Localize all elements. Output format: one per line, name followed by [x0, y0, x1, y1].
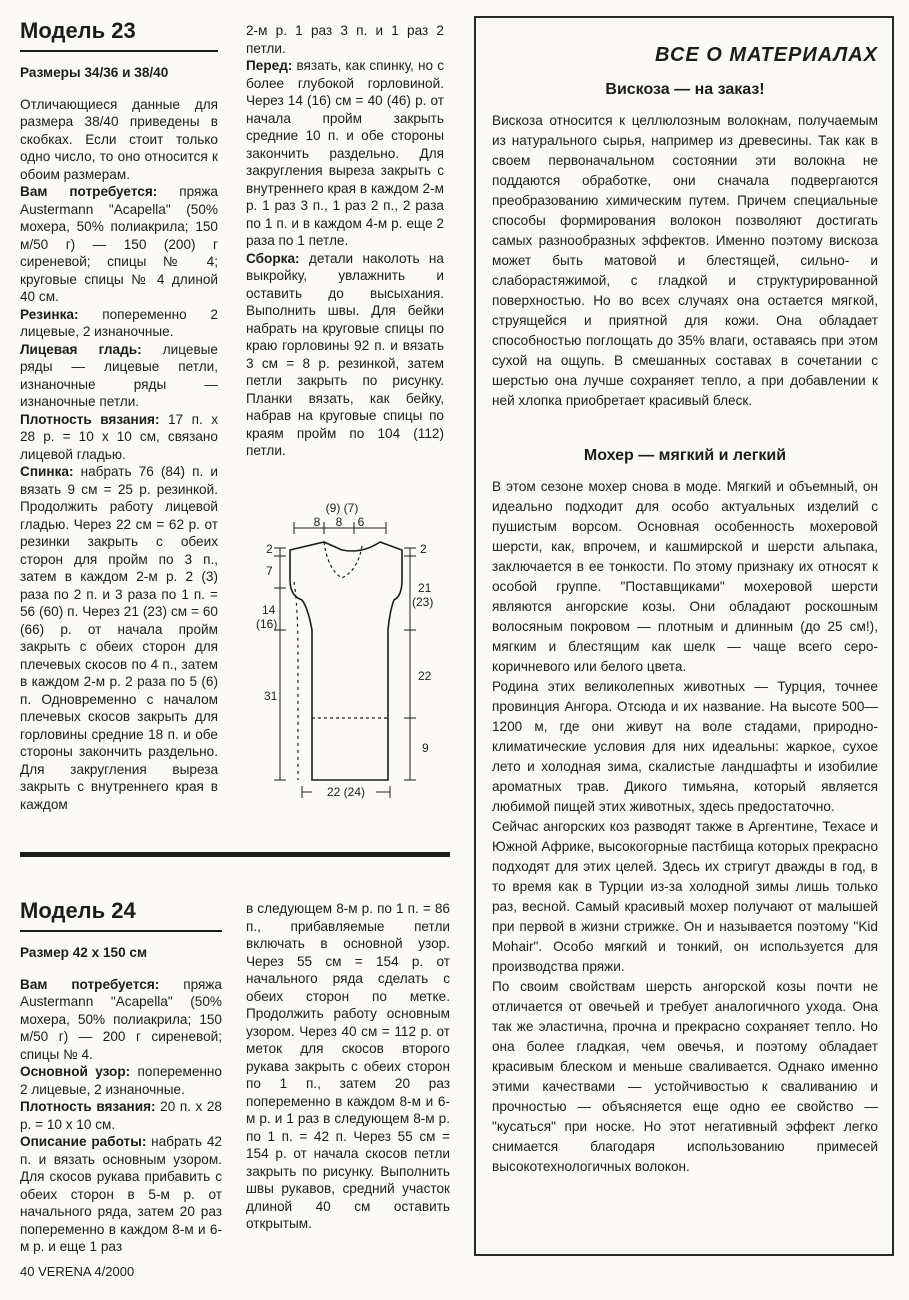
model23-col2-label: Перед:: [246, 58, 293, 73]
viscose-title: Вискоза — на заказ!: [605, 81, 765, 98]
model23-col1-paragraph: Плотность вязания: 17 п. х 28 р. = 10 х 10 см, связано лицевой гладью.: [20, 411, 218, 462]
model24-col1-paragraph: Основной узор: попеременно 2 лицевые, 2 изнаночные.: [20, 1064, 222, 1097]
model23-col1-paragraph: Вам потребуется: пряжа Austermann "Acapella" (50% мохера, 50% полиакрила; 150 м/50 г) — 150 (200) г сиреневой; спицы № 4; круговые спицы № 4 длиной 40 см.: [20, 184, 218, 304]
model23-col2-paragraph: Сборка: детали наколоть на выкройку, увлажнить и оставить до высыхания. Выполнить швы. Для бейки набрать на круговые спицы по краю горловины 92 п. и вязать 3 см = 8 р. резинкой, затем петли закрыть по рисунку. Планки вязать, как бейку, набрав на круговые спицы по краям пройм по 104 (112) петли.: [246, 250, 444, 458]
model24-col1-label: Плотность вязания:: [20, 1099, 156, 1114]
model24-title: Модель 24: [20, 898, 222, 932]
viscose-text: Вискоза относится к целлюлозным волокнам, получаемым из натурального сырья, например из древесины. Так как в своем первоначальном состоянии эти волокна не поддаются обработке, они сначала подвергаются преобразованию химическим путем. Причем специальные способы формирования волокон позволяют достигать самых разнообразных эффектов. Именно поэтому вискоза может быть матовой и блестящей, сильно- и слаборастяжимой, с гладкой и структурированной поверхностью. Но во всех случаях она остается мягкой, струящейся и приятной для кожи. Она обладает способностью поглощать до 35% влаги, оставаясь при этом сухой на ощупь. В смешанных составах в сочетании с шерстью она лучше сохраняет тепло, а при добавлении к ней хлопка приобретает красивый блеск.: [492, 113, 878, 408]
model23-instructions-2: [246, 22, 444, 460]
model24-sizes: Размер 42 х 150 см: [20, 945, 148, 960]
diagram-left-16: (16): [256, 617, 278, 631]
model24-col1-label: Описание работы:: [20, 1134, 147, 1149]
page-footer: 40 VERENA 4/2000: [20, 1264, 135, 1279]
model23-col2-label: Сборка:: [246, 250, 300, 266]
diagram-left-7: 7: [266, 564, 273, 578]
model24-col1-label: Основной узор:: [20, 1064, 131, 1079]
diagram-right-9: 9: [422, 741, 429, 755]
model23-col1-paragraph: Спинка: набрать 76 (84) п. и вязать 9 см = 25 р. резинкой. Продолжить работу лицевой гладью. Через 22 см = 62 р. от резинки закрыть с обеих сторон для пройм по 3 п., затем в каждом 2-м р. 2 (3) раза по 2 п. и 3 раза по 1 п. = 56 (60) п. Через 21 (23) см = 60 (66) р. от начала пройм закрыть с обеих сторон для плечевых скосов по 4 п., затем в каждом 2-м р. 2 раза по 5 (6) п. Одновременно с началом плечевых скосов закрыть для горловины средние 18 п. и обе стороны закончить раздельно. Для закругления выреза закрыть с внутреннего края в каждом: [20, 464, 218, 812]
mohair-text: [492, 477, 878, 1177]
model24-col1-paragraph: Описание работы: набрать 42 п. и вязать основным узором. Для скосов рукава прибавить с обеих сторон в 5-м р. от начального ряда, затем 20 раз попеременно в каждом 8-м и 6-м р. и еще 1 раз: [20, 1134, 222, 1254]
model23-col1-paragraph: Отличающиеся данные для размера 38/40 приведены в скобках. Если стоит только одно число, то оно относится к обоим размерам.: [20, 96, 218, 182]
materials-header: ВСЕ О МАТЕРИАЛАХ: [655, 44, 878, 66]
diagram-left-2: 2: [266, 542, 273, 556]
model23-col1-label: Плотность вязания:: [20, 411, 160, 427]
diagram-right-2: 2: [420, 542, 427, 556]
diagram-left-31: 31: [264, 689, 278, 703]
mohair-paragraph: В этом сезоне мохер снова в моде. Мягкий и объемный, он идеально подходит для особо актуальных изделий с пушистым ворсом. Основная особенность мохеровой шерсти, как, впрочем, и кашмирской и шерсти альпака, заключается в ее тонкости. По этому признаку их относят к особой группе. "Поставщиками" мохеровой шерсти являются ангорские козы. Они обладают роскошным волосяным покровом — плотным и длинным (до 25 см!), мягким и блестящим как шелк — чаще всего серо-коричневого или белого цвета.: [492, 479, 878, 674]
diagram-right-21: 21: [418, 581, 432, 595]
model23-col1-label: Лицевая гладь:: [20, 341, 142, 357]
model23-col1-paragraph: Лицевая гладь: лицевые ряды — лицевые петли, изнаночные ряды — изнаночные петли.: [20, 341, 218, 409]
model24-col1-paragraph: Плотность вязания: 20 п. х 28 р. = 10 х 10 см.: [20, 1099, 222, 1132]
diagram-bottom: 22 (24): [326, 785, 366, 799]
mohair-paragraph: Родина этих великолепных животных — Турция, точнее провинция Ангора. Отсюда и их название. На высоте 500—1200 м, где они живут на воле стадами, природно-климатические условия для них идеальны: жаркое, сухое лето и холодная зима, скалистые ландшафты и изобилие ароматных трав. Дикого тимьяна, который является любимой пищей этих животных, здесь предостаточно.: [492, 679, 878, 814]
model23-col2-paragraph: Перед: вязать, как спинку, но с более глубокой горловиной. Через 14 (16) см = 40 (46) р. от начала пройм закрыть средние 10 п. и обе стороны закончить раздельно. Для закругления выреза закрыть с внутреннего края в каждом 2-м р. 1 раз 3 п., 1 раз 2 п., 2 раза по 1 п. и в каждом 4-м р. еще 2 раза по 1 петле.: [246, 58, 444, 248]
diagram-top-paren: (9) (7): [325, 501, 359, 515]
model23-sizes: Размеры 34/36 и 38/40: [20, 65, 169, 80]
front-armhole: [294, 582, 298, 780]
model23-col1-paragraph: Резинка: попеременно 2 лицевые, 2 изнаночные.: [20, 306, 218, 339]
model23-col1-label: Спинка:: [20, 464, 74, 479]
materials-box: [474, 16, 894, 1256]
mohair-paragraph: Сейчас ангорских коз разводят также в Аргентине, Техасе и Южной Африке, высокогорные пастбища которых прекрасно подходят для этих целей. Здесь их стригут дважды в год, в то время как в Турции из-за холодной зимы лишь только раз, весной. Самый красивый мохер получают от малышей при первой в жизни стрижке. Он и называется поэтому "Kid Mohair". Особо мягкий и тонкий, он используется для производства пряжи.: [492, 819, 878, 974]
front-neckline: [324, 542, 362, 578]
model23-title: Модель 23: [20, 18, 218, 52]
diagram-right-23: (23): [412, 595, 434, 609]
diagram-left-14: 14: [262, 603, 276, 617]
schematic-diagram: [256, 500, 452, 800]
model23-instructions-1: [20, 96, 218, 814]
model24-instructions-1: [20, 976, 222, 1256]
model23-col1-label: Вам потребуется:: [20, 184, 158, 199]
model23-column-1: [20, 18, 218, 813]
section-divider: [20, 852, 450, 857]
mohair-title: Мохер — мягкий и легкий: [583, 447, 787, 464]
model24-col1-label: Вам потребуется:: [20, 976, 160, 992]
mohair-paragraph: По своим свойствам шерсть ангорской козы почти не отличается от овечьей и требует аналогичного ухода. Она так же эластична, прочна и прекрасно сохраняет тепло. Но она более гладкая, чем овечья, и поэтому обладает красивым блеском и меньше сваливается. Однако именно этими качествами — устойчивостью к сваливанию и прочностью — объясняется еще одно ее свойство — "кусаться" при носке. Но этот негативный эффект легко снимается благодаря использованию примесей высокотехнологичных волокон.: [492, 979, 878, 1174]
model24-instructions-2: в следующем 8-м р. по 1 п. = 86 п., прибавляемые петли включать в основной узор. Через 55 см = 154 р. от начального ряда сделать с обеих сторон по метке. Продолжить работу основным узором. Через 40 см = 112 р. от меток для скосов второго рукава закрыть с обеих сторон по 1 п., затем 20 раз попеременно в каждом 8-м и 6-м р. и 1 раз в следующем 8-м р. по 1 п. = 42 п. Через 55 см = 154 р. от начала скосов петли закрыть по рисунку. Выполнить швы рукавов, средний участок длиной 40 см оставить открытым.: [246, 901, 450, 1231]
model23-col2-paragraph: 2-м р. 1 раз 3 п. и 1 раз 2 петли.: [246, 23, 444, 56]
diagram-top-dims: 8 8 6: [313, 515, 371, 529]
diagram-right-22: 22: [418, 669, 432, 683]
model23-col1-label: Резинка:: [20, 306, 79, 322]
model24-col1-paragraph: Вам потребуется: пряжа Austermann "Acapella" (50% мохера, 50% полиакрила; 150 м/50 г) — 200 г сиреневой; спицы № 4.: [20, 976, 222, 1062]
garment-outline: [290, 542, 402, 780]
model24-column-1: [20, 898, 222, 1256]
